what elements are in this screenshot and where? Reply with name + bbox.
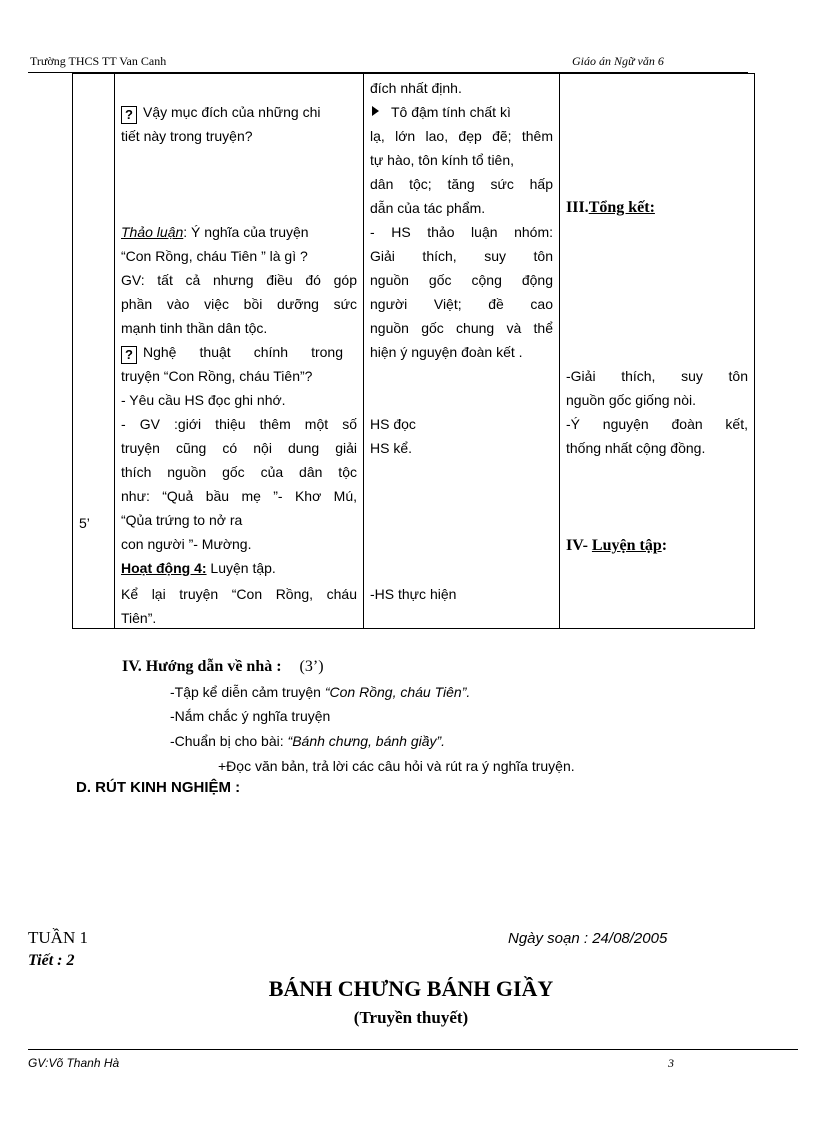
teacher-note-line: thích nguồn gốc của dân tộc: [121, 464, 357, 480]
student-line: - HS thảo luận nhóm:: [370, 224, 553, 240]
student-line: tự hào, tôn kính tổ tiên,: [370, 152, 515, 168]
teacher-note-line: - GV :giới thiệu thêm một số: [121, 416, 357, 432]
content-column: [560, 74, 755, 629]
teacher-note-line: con người ”- Mường.: [121, 536, 252, 552]
teacher-note-line: mạnh tinh thần dân tộc.: [121, 320, 268, 336]
teacher-note-line: phần vào việc bồi dưỡng sức: [121, 296, 357, 312]
teacher-note-line: truyện cũng có nội dung giải: [121, 440, 357, 456]
teacher-activity-column: [115, 74, 364, 629]
arrow-bullet-icon: [372, 106, 379, 116]
student-line: nguồn gốc cộng động: [370, 272, 553, 288]
student-line: dẫn của tác phẩm.: [370, 200, 486, 216]
school-name: Trường THCS TT Van Canh: [30, 54, 167, 68]
teacher-note-line: “Qủa trứng to nở ra: [121, 512, 243, 528]
lesson-subtitle: (Truyền thuyết): [353, 1008, 469, 1027]
student-line: lạ, lớn lao, đẹp đẽ; thêm: [370, 128, 553, 144]
subject-name: Giáo án Ngữ văn 6: [572, 54, 664, 68]
homework-heading: IV. Hướng dẫn về nhà : (3’): [122, 658, 324, 675]
student-line: nguồn gốc chung và thể: [370, 320, 553, 336]
footer-divider: [28, 1049, 798, 1050]
homework-item: +Đọc văn bản, trả lời các câu hỏi và rút ra ý nghĩa truyện.: [218, 758, 575, 774]
student-line: người Việt; đề cao: [370, 296, 553, 312]
student-line: HS đọc: [370, 416, 416, 432]
student-line: Giải thích, suy tôn: [370, 248, 553, 264]
period-label: Tiết : 2: [28, 952, 75, 969]
teacher-name: GV:Võ Thanh Hà: [28, 1056, 120, 1070]
teacher-note-line: Kể lại truyện “Con Rồng, cháu: [121, 586, 357, 602]
lesson-title: BÁNH CHƯNG BÁNH GIẦY: [268, 976, 554, 1001]
teacher-note-line: - Yêu cầu HS đọc ghi nhớ.: [121, 392, 286, 408]
student-line: dân tộc; tăng sức hấp: [370, 176, 553, 192]
student-line: HS kể.: [370, 440, 413, 456]
activity-heading: Hoạt động 4: Luyện tập.: [121, 560, 276, 576]
section-heading-practice: IV- Luyện tập:: [566, 537, 668, 554]
question-line: ? Nghệ thuật chính trong: [121, 340, 357, 364]
page-number: 3: [668, 1056, 674, 1070]
question-line: truyện “Con Rồng, cháu Tiên”?: [121, 368, 313, 384]
content-line: nguồn gốc giống nòi.: [566, 392, 696, 408]
time-column: [73, 74, 115, 629]
experience-heading: D. RÚT KINH NGHIỆM :: [76, 779, 241, 796]
homework-item: -Nắm chắc ý nghĩa truyện: [170, 708, 331, 724]
teacher-note-line: như: “Quả bầu mẹ ”- Khơ Mú,: [121, 488, 357, 504]
question-icon: ?: [121, 106, 137, 124]
time-value: 5’: [79, 515, 90, 531]
content-line: thống nhất cộng đồng.: [566, 440, 706, 456]
student-line: -HS thực hiện: [370, 586, 457, 602]
question-icon: ?: [121, 346, 137, 364]
question-line: tiết này trong truyện?: [121, 128, 253, 144]
section-heading-summary: III.Tổng kết:: [566, 199, 655, 216]
student-activity-column: [364, 74, 560, 629]
student-line: Tô đậm tính chất kì: [370, 100, 553, 124]
discussion-line: Thảo luận: Ý nghĩa của truyện: [121, 224, 309, 240]
student-line: hiện ý nguyện đoàn kết .: [370, 344, 523, 360]
teacher-note-line: Tiên”.: [121, 610, 157, 626]
homework-item: -Chuẩn bị cho bài: “Bánh chưng, bánh giầy”.: [170, 733, 446, 749]
week-label: TUẦN 1: [28, 928, 88, 947]
discussion-line: “Con Rồng, cháu Tiên ” là gì ?: [121, 248, 308, 264]
teacher-note-line: GV: tất cả nhưng điều đó góp: [121, 272, 357, 288]
prepared-date: Ngày soạn : 24/08/2005: [508, 930, 668, 947]
student-line: đích nhất định.: [370, 80, 462, 96]
homework-item: -Tập kể diễn cảm truyện “Con Rồng, cháu Tiên”.: [170, 684, 471, 700]
content-line: -Ý nguyện đoàn kết,: [566, 416, 748, 432]
content-line: -Giải thích, suy tôn: [566, 368, 748, 384]
lesson-table: [72, 73, 755, 629]
question-line: ? Vậy mục đích của những chi: [121, 100, 357, 124]
